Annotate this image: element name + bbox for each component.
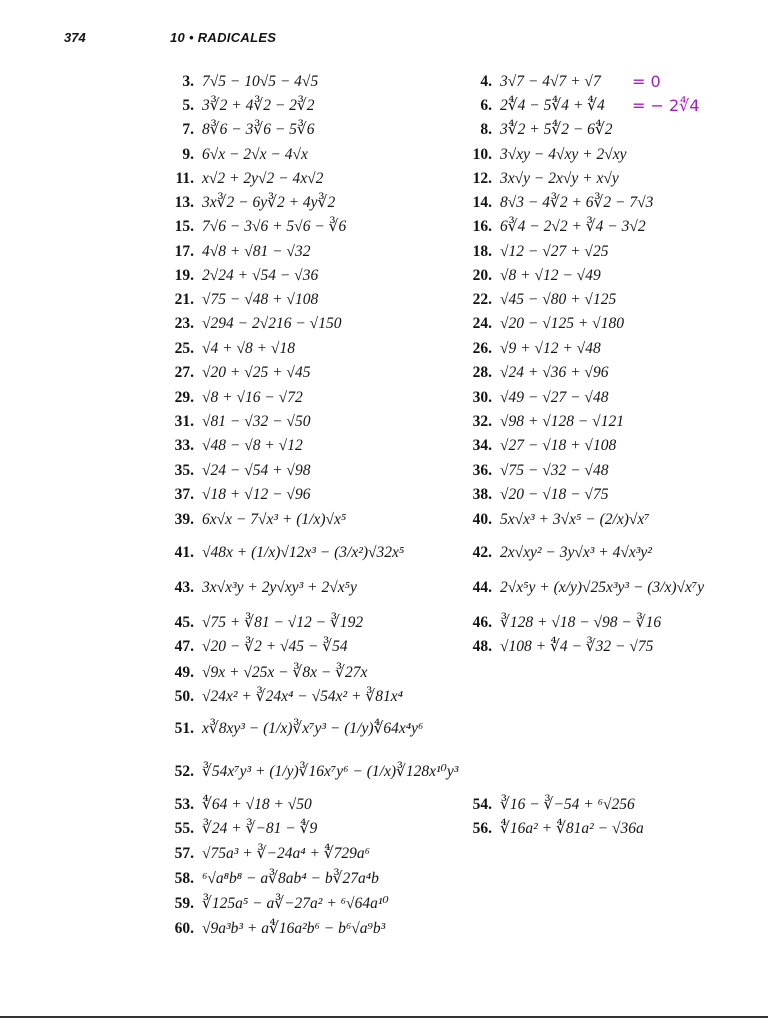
problem-item	[174, 760, 459, 784]
problem-item	[174, 191, 336, 215]
problem-item	[174, 312, 342, 336]
problem-item	[472, 576, 705, 600]
problem-number: 19.	[174, 267, 194, 284]
problem-number: 8.	[480, 121, 492, 138]
problem-number: 36.	[472, 462, 492, 479]
problem-expression: √98 + √128 − √121	[500, 413, 624, 430]
problem-number: 28.	[472, 364, 492, 381]
problem-number: 30.	[472, 389, 492, 406]
problem-expression: 3∜2 + 5∜2 − 6∜2	[500, 121, 613, 138]
problem-expression: √75 + ∛81 − √12 − ∛192	[202, 614, 364, 631]
problem-expression: √48 − √8 + √12	[202, 437, 303, 454]
problem-item	[472, 191, 654, 215]
problem-item	[480, 94, 605, 118]
problem-item	[174, 685, 403, 709]
problem-expression: ∜16a² + ∜81a² − √36a	[500, 820, 644, 837]
problem-number: 47.	[174, 638, 194, 655]
problem-expression: 6x√x − 7√x³ + (1/x)√x⁵	[202, 511, 347, 528]
problem-item	[472, 337, 601, 361]
problem-number: 29.	[174, 389, 194, 406]
problem-number: 56.	[472, 820, 492, 837]
problem-number: 33.	[174, 437, 194, 454]
problem-expression: 3x∛2 − 6y∛2 + 4y∛2	[202, 194, 336, 211]
problem-item	[472, 312, 624, 336]
problem-expression: 4√8 + √81 − √32	[202, 243, 311, 260]
problem-expression: √20 − ∛2 + √45 − ∛54	[202, 638, 348, 655]
problem-item	[174, 611, 364, 635]
problem-item	[472, 508, 650, 532]
problem-item	[174, 215, 347, 239]
problem-expression: 6∛4 − 2√2 + ∛4 − 3√2	[500, 218, 646, 235]
problem-expression: 8√3 − 4∛2 + 6∛2 − 7√3	[500, 194, 654, 211]
problem-expression: √27 − √18 + √108	[500, 437, 617, 454]
problem-expression: 3∛2 + 4∛2 − 2∛2	[202, 97, 315, 114]
problem-expression: 3x√y − 2x√y + x√y	[500, 170, 619, 187]
problem-expression: √20 − √125 + √180	[500, 315, 624, 332]
problem-number: 17.	[174, 243, 194, 260]
problem-expression: √9x + √25x − ∛8x − ∛27x	[202, 664, 368, 681]
problem-number: 45.	[174, 614, 194, 631]
problem-number: 35.	[174, 462, 194, 479]
problem-number: 26.	[472, 340, 492, 357]
problem-expression: ∛128 + √18 − √98 − ∛16	[500, 614, 662, 631]
problem-number: 60.	[174, 920, 194, 937]
problem-number: 51.	[174, 720, 194, 737]
problem-expression: √12 − √27 + √25	[500, 243, 609, 260]
problem-expression: √8 + √12 − √49	[500, 267, 601, 284]
problem-number: 5.	[182, 97, 194, 114]
problem-item	[174, 661, 368, 685]
problem-expression: √4 + √8 + √18	[202, 340, 295, 357]
problem-expression: √75 − √48 + √108	[202, 291, 319, 308]
problem-number: 48.	[472, 638, 492, 655]
problem-expression: 2√24 + √54 − √36	[202, 267, 319, 284]
problem-item	[174, 717, 424, 741]
problem-item	[472, 793, 635, 817]
problem-number: 22.	[472, 291, 492, 308]
problem-number: 38.	[472, 486, 492, 503]
problem-expression: 7√5 − 10√5 − 4√5	[202, 73, 319, 90]
problem-number: 55.	[174, 820, 194, 837]
problem-number: 13.	[174, 194, 194, 211]
problem-expression: 2√x⁵y + (x/y)√25x³y³ − (3/x)√x⁷y	[500, 579, 705, 596]
problem-number: 24.	[472, 315, 492, 332]
page-header	[0, 30, 768, 54]
problem-number: 10.	[472, 146, 492, 163]
problem-item	[174, 817, 318, 841]
problem-item	[182, 118, 315, 142]
problem-item	[174, 386, 303, 410]
problem-expression: x∛8xy³ − (1/x)∛x⁷y³ − (1/y)∜64x⁴y⁶	[202, 720, 424, 737]
problem-number: 34.	[472, 437, 492, 454]
problem-expression: 2x√xy² − 3y√x³ + 4√x³y²	[500, 544, 652, 561]
problem-item	[472, 635, 654, 659]
problem-expression: √45 − √80 + √125	[500, 291, 617, 308]
problem-expression: √294 − 2√216 − √150	[202, 315, 342, 332]
problem-item	[472, 215, 646, 239]
problem-expression: √75 − √32 − √48	[500, 462, 609, 479]
problem-item	[174, 483, 311, 507]
problem-number: 18.	[472, 243, 492, 260]
problem-item	[472, 386, 609, 410]
problem-item	[174, 337, 295, 361]
problem-number: 6.	[480, 97, 492, 114]
page-bottom-rule	[0, 1016, 768, 1018]
problem-item	[182, 143, 308, 167]
problem-expression: √9a³b³ + a∜16a²b⁶ − b⁶√a⁹b³	[202, 920, 386, 937]
problem-item	[174, 892, 389, 916]
problem-item	[175, 167, 324, 191]
problem-expression: 2∜4 − 5∜4 + ∜4	[500, 97, 605, 114]
problem-expression: √24x² + ∛24x⁴ − √54x² + ∛81x⁴	[202, 688, 403, 705]
problem-number: 27.	[174, 364, 194, 381]
problem-item	[174, 508, 347, 532]
problem-number: 39.	[174, 511, 194, 528]
problem-item	[472, 361, 609, 385]
problem-expression: 3x√x³y + 2y√xy³ + 2√x⁵y	[202, 579, 357, 596]
problem-item	[472, 264, 601, 288]
problem-item	[472, 167, 619, 191]
problem-item	[472, 611, 662, 635]
problem-expression: √24 − √54 + √98	[202, 462, 311, 479]
problem-expression: 5x√x³ + 3√x⁵ − (2/x)√x⁷	[500, 511, 650, 528]
problem-expression: 6√x − 2√x − 4√x	[202, 146, 308, 163]
problem-number: 50.	[174, 688, 194, 705]
problem-item	[472, 483, 609, 507]
problem-item	[174, 264, 319, 288]
problem-item	[174, 361, 311, 385]
problem-item	[182, 94, 315, 118]
problem-item	[174, 434, 303, 458]
problem-expression: √18 + √12 − √96	[202, 486, 311, 503]
problem-number: 59.	[174, 895, 194, 912]
problem-number: 43.	[174, 579, 194, 596]
problem-expression: √48x + (1/x)√12x³ − (3/x²)√32x⁵	[202, 544, 405, 561]
problem-item	[174, 917, 386, 941]
problem-expression: 7√6 − 3√6 + 5√6 − ∛6	[202, 218, 347, 235]
problem-number: 54.	[472, 796, 492, 813]
problem-expression: √24 + √36 + √96	[500, 364, 609, 381]
problem-number: 37.	[174, 486, 194, 503]
problem-item	[472, 240, 609, 264]
problem-expression: ∜64 + √18 + √50	[202, 796, 312, 813]
problem-expression: x√2 + 2y√2 − 4x√2	[202, 170, 324, 187]
problem-number: 21.	[174, 291, 194, 308]
problem-expression: √75a³ + ∛−24a⁴ + ∜729a⁶	[202, 845, 371, 862]
problem-item	[174, 867, 379, 891]
problem-number: 23.	[174, 315, 194, 332]
problem-item	[480, 70, 601, 94]
problem-number: 44.	[472, 579, 492, 596]
problem-expression: ⁶√a⁸b⁸ − a∛8ab⁴ − b∛27a⁴b	[202, 870, 379, 887]
problem-expression: 3√xy − 4√xy + 2√xy	[500, 146, 627, 163]
problem-number: 16.	[472, 218, 492, 235]
problem-item	[174, 410, 311, 434]
problem-number: 20.	[472, 267, 492, 284]
problem-number: 32.	[472, 413, 492, 430]
problem-item	[174, 793, 312, 817]
problem-number: 7.	[182, 121, 194, 138]
problem-number: 15.	[174, 218, 194, 235]
problem-number: 31.	[174, 413, 194, 430]
problem-item	[472, 541, 652, 565]
problem-expression: ∛16 − ∛−54 + ⁶√256	[500, 796, 635, 813]
problem-expression: √81 − √32 − √50	[202, 413, 311, 430]
problem-expression: √20 − √18 − √75	[500, 486, 609, 503]
problem-item	[174, 635, 348, 659]
problem-number: 58.	[174, 870, 194, 887]
problem-item	[472, 817, 644, 841]
problem-number: 9.	[182, 146, 194, 163]
problem-item	[472, 459, 609, 483]
problem-item	[480, 118, 613, 142]
problem-number: 3.	[182, 73, 194, 90]
problem-number: 11.	[175, 170, 194, 187]
chapter-title: 10 • RADICALES	[170, 30, 277, 45]
problem-expression: √8 + √16 − √72	[202, 389, 303, 406]
problem-number: 40.	[472, 511, 492, 528]
problem-item	[174, 842, 371, 866]
problem-item	[472, 410, 624, 434]
problem-expression: 3√7 − 4√7 + √7	[500, 73, 601, 90]
page-number: 374	[64, 30, 86, 45]
problem-expression: √108 + ∜4 − ∛32 − √75	[500, 638, 654, 655]
problem-item	[174, 541, 405, 565]
problem-number: 46.	[472, 614, 492, 631]
problem-expression: √9 + √12 + √48	[500, 340, 601, 357]
handwritten-answer-4: = 0	[632, 72, 661, 91]
problem-number: 12.	[472, 170, 492, 187]
problem-number: 53.	[174, 796, 194, 813]
problem-number: 4.	[480, 73, 492, 90]
problem-number: 52.	[174, 763, 194, 780]
problem-expression: ∛54x⁷y³ + (1/y)∛16x⁷y⁶ − (1/x)∛128x¹⁰y³	[202, 763, 459, 780]
problem-item	[174, 240, 311, 264]
problem-expression: √49 − √27 − √48	[500, 389, 609, 406]
problem-expression: ∛125a⁵ − a∛−27a² + ⁶√64a¹⁰	[202, 895, 389, 912]
problem-item	[174, 288, 319, 312]
problem-number: 14.	[472, 194, 492, 211]
handwritten-answer-6: = − 2∜4	[632, 96, 700, 115]
problem-expression: ∛24 + ∛−81 − ∜9	[202, 820, 318, 837]
problem-expression: 8∛6 − 3∛6 − 5∛6	[202, 121, 315, 138]
problem-item	[472, 288, 617, 312]
problem-item	[472, 143, 627, 167]
problem-item	[174, 459, 311, 483]
problem-number: 25.	[174, 340, 194, 357]
problem-number: 49.	[174, 664, 194, 681]
problem-number: 41.	[174, 544, 194, 561]
problem-item	[472, 434, 617, 458]
problem-item	[174, 576, 357, 600]
problem-number: 42.	[472, 544, 492, 561]
problem-item	[182, 70, 319, 94]
problem-number: 57.	[174, 845, 194, 862]
problem-expression: √20 + √25 + √45	[202, 364, 311, 381]
